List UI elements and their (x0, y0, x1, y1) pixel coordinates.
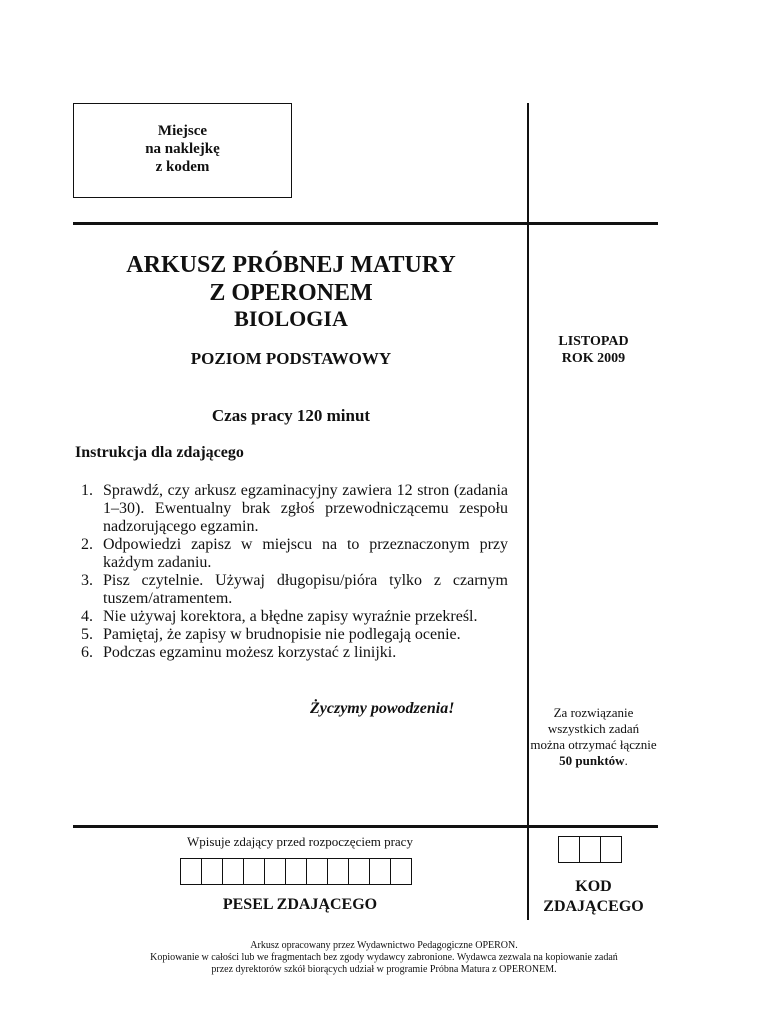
exam-subject: BIOLOGIA (234, 306, 348, 331)
pesel-digit-box[interactable] (222, 858, 244, 885)
footer-copyright (40, 940, 728, 976)
footer-line: przez dyrektorów szkół biorących udział w programie Próbna Matura z OPERONEM. (211, 964, 557, 975)
sticker-line: z kodem (155, 159, 210, 175)
pesel-digit-box[interactable] (201, 858, 223, 885)
footer-line: Arkusz opracowany przez Wydawnictwo Pedagogiczne OPERON. (250, 940, 518, 951)
points-total: 50 punktów (559, 753, 625, 768)
kod-label (529, 877, 658, 917)
footer-line: Kopiowanie w całości lub we fragmentach bez zgody wydawcy zabronione. Wydawca zezwala na kopiowanie zadań (150, 952, 618, 963)
points-info: Za rozwiązanie wszystkich zadań można otrzymać łącznie 50 punktów. (530, 705, 657, 768)
instructions-heading: Instrukcja dla zdającego (75, 444, 244, 461)
exam-time: Czas pracy 120 minut (211, 406, 371, 425)
pesel-digit-box[interactable] (180, 858, 202, 885)
pesel-digit-box[interactable] (243, 858, 265, 885)
top-horizontal-rule (73, 222, 658, 225)
sticker-line: na naklejkę (145, 141, 220, 157)
kod-digit-box[interactable] (600, 836, 622, 863)
list-item: 3. Pisz czytelnie. Używaj długopisu/pióra tylko z czarnym tuszem/atramentem. (81, 572, 508, 607)
bottom-horizontal-rule (73, 825, 658, 828)
kod-digit-box[interactable] (579, 836, 601, 863)
pesel-digit-box[interactable] (327, 858, 349, 885)
pesel-digit-box[interactable] (369, 858, 391, 885)
points-text: Za rozwiązanie wszystkich zadań można otrzymać łącznie (530, 705, 657, 752)
pesel-digit-box[interactable] (306, 858, 328, 885)
kod-input-boxes[interactable] (558, 836, 621, 863)
pesel-digit-box[interactable] (390, 858, 412, 885)
list-item: 5. Pamiętaj, że zapisy w brudnopisie nie podlegają ocenie. (81, 626, 461, 643)
instructions-list (75, 482, 508, 662)
pesel-input-boxes[interactable] (180, 858, 411, 885)
sticker-line: Miejsce (157, 123, 208, 139)
exam-date (529, 333, 658, 367)
pesel-digit-box[interactable] (348, 858, 370, 885)
pesel-label: PESEL ZDAJĄCEGO (222, 896, 378, 913)
list-item: 4. Nie używaj korektora, a błędne zapisy wyraźnie przekreśl. (81, 608, 478, 625)
pesel-digit-box[interactable] (285, 858, 307, 885)
kod-label-line1: KOD (575, 878, 612, 895)
exam-level: POZIOM PODSTAWOWY (190, 349, 392, 368)
kod-digit-box[interactable] (558, 836, 580, 863)
pesel-note: Wpisuje zdający przed rozpoczęciem pracy (187, 834, 413, 849)
exam-year: ROK 2009 (561, 351, 626, 366)
sticker-box (73, 103, 292, 198)
good-luck-text: Życzymy powodzenia! (310, 700, 455, 717)
vertical-divider (527, 103, 529, 920)
exam-title-line2: Z OPERONEM (209, 280, 373, 306)
list-item: 6. Podczas egzaminu możesz korzystać z linijki. (81, 644, 397, 661)
kod-label-line2: ZDAJĄCEGO (543, 898, 644, 915)
list-item: 2. Odpowiedzi zapisz w miejscu na to przeznaczonym przy każdym zadaniu. (81, 536, 508, 571)
exam-month: LISTOPAD (558, 334, 629, 349)
list-item: 1. Sprawdź, czy arkusz egzaminacyjny zawiera 12 stron (zadania 1–30). Ewentualny brak zgłoś przewodniczącemu zespołu nadzorującego egzamin. (81, 482, 508, 535)
exam-title-line1: ARKUSZ PRÓBNEJ MATURY (126, 252, 456, 278)
pesel-digit-box[interactable] (264, 858, 286, 885)
